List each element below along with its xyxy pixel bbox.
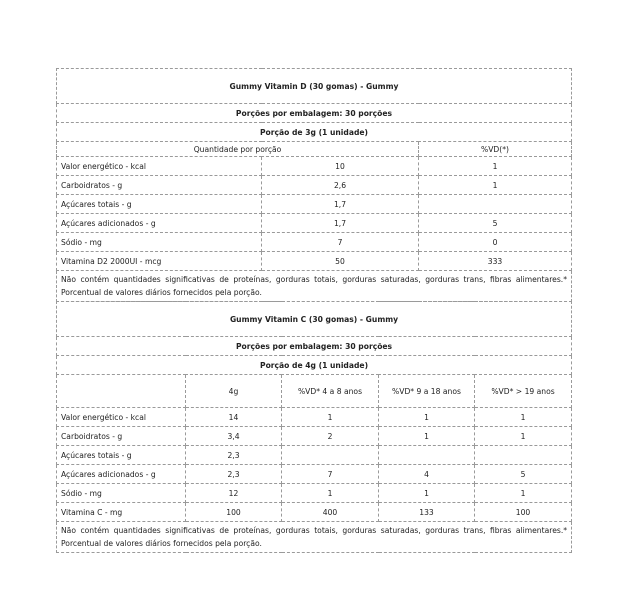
nutrient-quantity: 12 (186, 484, 282, 503)
servings-per-pack: Porções por embalagem: 30 porções (57, 104, 572, 123)
servings-per-pack: Porções por embalagem: 30 porções (57, 337, 572, 356)
nutrient-quantity: 2,3 (186, 465, 282, 484)
nutrient-quantity: 100 (186, 503, 282, 522)
nutrient-dv: 1 (419, 176, 572, 195)
table-row (57, 176, 572, 195)
nutrient-dv-9-18 (379, 446, 475, 465)
nutrient-dv-19: 1 (475, 484, 572, 503)
nutrient-quantity: 14 (186, 408, 282, 427)
table-row (57, 233, 572, 252)
nutrient-dv: 0 (419, 233, 572, 252)
nutrient-name: Açúcares adicionados - g (57, 465, 186, 484)
footnote: Não contém quantidades significativas de proteínas, gorduras totais, gorduras saturadas, gorduras trans, fibras alimentares.* Porcentual de valores diários fornecidos pela porção. (57, 522, 572, 553)
nutrient-dv: 333 (419, 252, 572, 271)
serving-size: Porção de 3g (1 unidade) (57, 123, 572, 142)
nutrient-name: Valor energético - kcal (57, 157, 262, 176)
nutrient-dv-4-8 (282, 446, 379, 465)
table-row (57, 446, 572, 465)
nutrient-dv-19 (475, 446, 572, 465)
nutrient-quantity: 1,7 (262, 214, 419, 233)
table-title: Gummy Vitamin C (30 gomas) - Gummy (57, 302, 572, 337)
nutrient-name: Valor energético - kcal (57, 408, 186, 427)
table-row (57, 427, 572, 446)
nutrient-dv-19: 1 (475, 408, 572, 427)
nutrient-quantity: 1,7 (262, 195, 419, 214)
table-row (57, 214, 572, 233)
nutrient-quantity: 50 (262, 252, 419, 271)
nutrient-name: Açúcares totais - g (57, 195, 262, 214)
nutrient-dv (419, 195, 572, 214)
nutrient-name: Vitamina C - mg (57, 503, 186, 522)
header-dv-19: %VD* > 19 anos (475, 375, 572, 408)
nutrient-name: Carboidratos - g (57, 427, 186, 446)
header-quantity: Quantidade por porção (57, 142, 419, 157)
nutrient-dv-4-8: 1 (282, 408, 379, 427)
nutrient-dv-9-18: 133 (379, 503, 475, 522)
header-quantity: 4g (186, 375, 282, 408)
nutrient-name: Açúcares adicionados - g (57, 214, 262, 233)
nutrient-name: Sódio - mg (57, 233, 262, 252)
nutrient-dv-9-18: 4 (379, 465, 475, 484)
nutrient-quantity: 7 (262, 233, 419, 252)
nutrient-dv-19: 5 (475, 465, 572, 484)
table-row (57, 195, 572, 214)
nutrient-dv-9-18: 1 (379, 427, 475, 446)
table-row (57, 157, 572, 176)
nutrient-quantity: 2,3 (186, 446, 282, 465)
nutrition-table-vitamin-c (56, 301, 572, 553)
table-title: Gummy Vitamin D (30 gomas) - Gummy (57, 69, 572, 104)
nutrient-dv-4-8: 1 (282, 484, 379, 503)
nutrient-dv-19: 1 (475, 427, 572, 446)
nutrient-quantity: 3,4 (186, 427, 282, 446)
table-row (57, 408, 572, 427)
serving-size: Porção de 4g (1 unidade) (57, 356, 572, 375)
nutrient-dv-9-18: 1 (379, 484, 475, 503)
nutrient-name: Açúcares totais - g (57, 446, 186, 465)
nutrient-name: Vitamina D2 2000UI - mcg (57, 252, 262, 271)
nutrient-dv: 5 (419, 214, 572, 233)
header-dv: %VD(*) (419, 142, 572, 157)
table-row (57, 484, 572, 503)
nutrient-name: Carboidratos - g (57, 176, 262, 195)
nutrient-dv-9-18: 1 (379, 408, 475, 427)
table-row (57, 503, 572, 522)
table-row (57, 465, 572, 484)
nutrient-dv: 1 (419, 157, 572, 176)
nutrient-dv-19: 100 (475, 503, 572, 522)
nutrient-dv-4-8: 2 (282, 427, 379, 446)
header-dv-9-18: %VD* 9 a 18 anos (379, 375, 475, 408)
nutrient-quantity: 2,6 (262, 176, 419, 195)
nutrient-name: Sódio - mg (57, 484, 186, 503)
footnote: Não contém quantidades significativas de proteínas, gorduras totais, gorduras saturadas, gorduras trans, fibras alimentares.* Porcentual de valores diários fornecidos pela porção. (57, 271, 572, 302)
header-empty (57, 375, 186, 408)
nutrient-dv-4-8: 400 (282, 503, 379, 522)
nutrient-quantity: 10 (262, 157, 419, 176)
nutrient-dv-4-8: 7 (282, 465, 379, 484)
header-dv-4-8: %VD* 4 a 8 anos (282, 375, 379, 408)
table-row (57, 252, 572, 271)
nutrition-table-vitamin-d (56, 68, 572, 302)
